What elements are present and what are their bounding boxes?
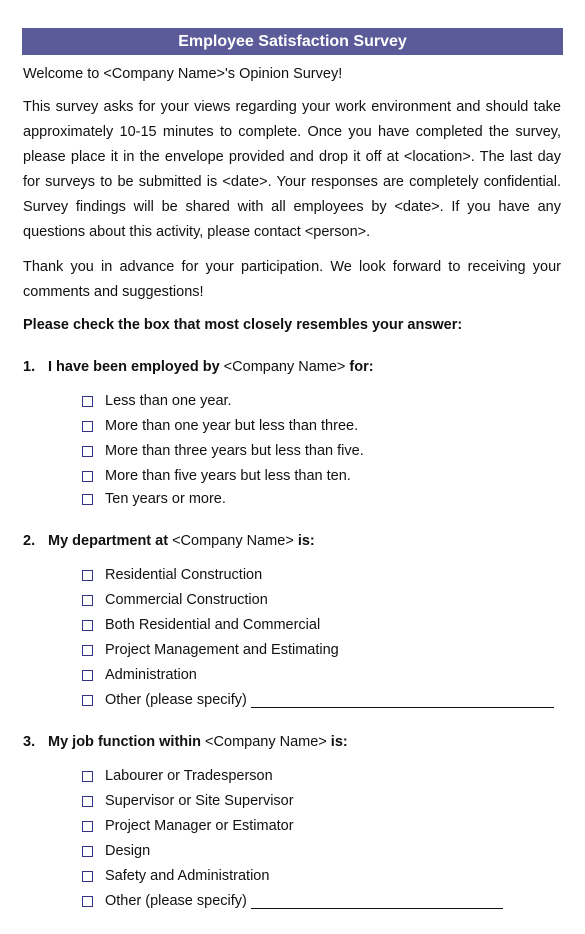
company-placeholder: <Company Name>	[201, 734, 331, 750]
option-label: Less than one year.	[105, 393, 232, 409]
option-label: Other (please specify)	[105, 893, 247, 909]
option-label: Project Manager or Estimator	[105, 818, 294, 834]
checkbox[interactable]	[82, 421, 93, 432]
q1-option[interactable]	[82, 489, 226, 509]
checkbox[interactable]	[82, 771, 93, 782]
option-label: Other (please specify)	[105, 692, 247, 708]
q3-option[interactable]	[82, 841, 150, 861]
question-text: I have been employed by	[48, 359, 220, 375]
checkbox[interactable]	[82, 670, 93, 681]
q1-option[interactable]	[82, 416, 358, 436]
q2-option-other[interactable]	[82, 690, 554, 710]
q2-option[interactable]	[82, 665, 197, 685]
q1-option[interactable]	[82, 466, 351, 486]
specify-input-line[interactable]	[251, 693, 554, 708]
instruction-text: Please check the box that most closely resembles your answer:	[23, 317, 463, 333]
welcome-text: Welcome to <Company Name>'s Opinion Survey!	[23, 66, 343, 82]
checkbox[interactable]	[82, 595, 93, 606]
option-label: Supervisor or Site Supervisor	[105, 793, 294, 809]
q1-option[interactable]	[82, 391, 232, 411]
q1-option[interactable]	[82, 441, 364, 461]
checkbox[interactable]	[82, 471, 93, 482]
q3-option[interactable]	[82, 791, 294, 811]
option-label: Both Residential and Commercial	[105, 617, 321, 633]
question-1-heading	[23, 357, 374, 377]
option-label: Residential Construction	[105, 567, 263, 583]
option-label: More than five years but less than ten.	[105, 468, 351, 484]
question-number: 2.	[23, 533, 36, 549]
checkbox[interactable]	[82, 446, 93, 457]
option-label: Labourer or Tradesperson	[105, 768, 273, 784]
question-2-heading	[23, 531, 315, 551]
survey-title: Employee Satisfaction Survey	[22, 28, 563, 55]
checkbox[interactable]	[82, 846, 93, 857]
q3-option[interactable]	[82, 866, 269, 886]
checkbox[interactable]	[82, 494, 93, 505]
checkbox[interactable]	[82, 645, 93, 656]
option-label: Design	[105, 843, 151, 859]
question-number: 3.	[23, 734, 36, 750]
intro-paragraph: This survey asks for your views regarding your work environment and should take approximately 10-15 minutes to complete. Once you have completed the survey, please place it in the envelope provided and drop it off at <location>. The last day for surveys to be submitted is <date>. Your responses are completely confidential. Survey findings will be shared with all employees by <date>. If you have any questions about this activity, please contact <person>.	[23, 99, 561, 240]
checkbox[interactable]	[82, 871, 93, 882]
question-suffix: is:	[330, 734, 348, 750]
checkbox[interactable]	[82, 821, 93, 832]
q3-option[interactable]	[82, 766, 273, 786]
company-placeholder: <Company Name>	[168, 533, 298, 549]
q2-option[interactable]	[82, 590, 268, 610]
option-label: More than three years but less than five.	[105, 443, 364, 459]
question-suffix: for:	[349, 359, 374, 375]
checkbox[interactable]	[82, 570, 93, 581]
option-label: Project Management and Estimating	[105, 642, 339, 658]
option-label: Commercial Construction	[105, 592, 268, 608]
option-label: Safety and Administration	[105, 868, 270, 884]
company-placeholder: <Company Name>	[219, 359, 350, 375]
thanks-paragraph: Thank you in advance for your participation. We look forward to receiving your comments and suggestions!	[23, 259, 561, 300]
question-text: My department at	[48, 533, 169, 549]
q2-option[interactable]	[82, 640, 339, 660]
option-label: More than one year but less than three.	[105, 418, 359, 434]
option-label: Administration	[105, 667, 197, 683]
q3-option[interactable]	[82, 816, 294, 836]
specify-input-line[interactable]	[251, 894, 503, 909]
checkbox[interactable]	[82, 896, 93, 907]
q2-option[interactable]	[82, 565, 262, 585]
checkbox[interactable]	[82, 396, 93, 407]
question-text: My job function within	[48, 734, 202, 750]
checkbox[interactable]	[82, 796, 93, 807]
q2-option[interactable]	[82, 615, 320, 635]
option-label: Ten years or more.	[105, 491, 226, 507]
checkbox[interactable]	[82, 695, 93, 706]
question-3-heading	[23, 732, 348, 752]
checkbox[interactable]	[82, 620, 93, 631]
q3-option-other[interactable]	[82, 891, 503, 911]
question-suffix: is:	[297, 533, 315, 549]
question-number: 1.	[23, 359, 36, 375]
